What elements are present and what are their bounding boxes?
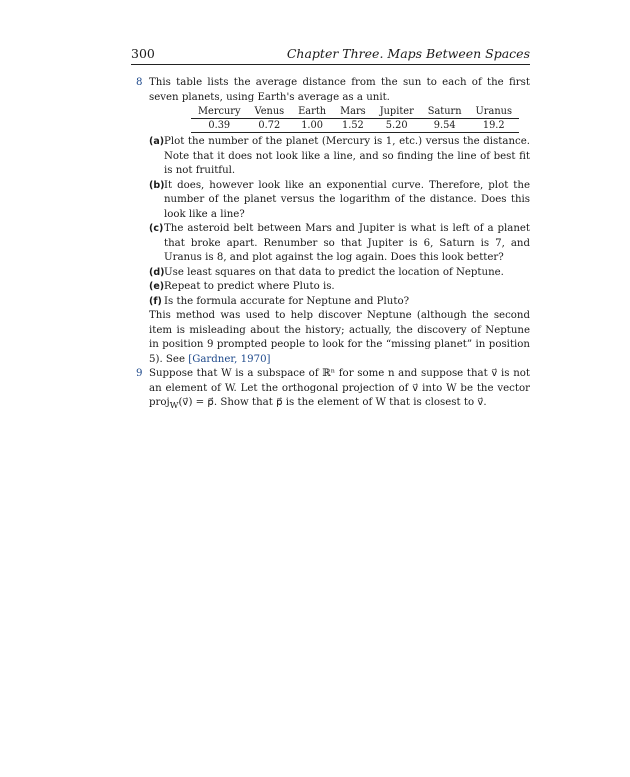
part-label: (a) [149, 136, 165, 147]
chapter-title: Chapter Three. Maps Between Spaces [286, 46, 530, 61]
exercise-intro: This table lists the average distance from the sun to each of the first seven planets, using Earth's average as a unit. [149, 77, 530, 103]
table-cell: 5.20 [373, 119, 421, 133]
table-cell: 0.39 [191, 119, 248, 133]
table-cell: 1.52 [333, 119, 373, 133]
exercise-parts [141, 135, 530, 309]
page-number: 300 [131, 46, 155, 61]
part-label: (b) [149, 179, 165, 191]
part-text: Use least squares on that data to predict the location of Neptune. [164, 266, 504, 278]
page-content [136, 76, 530, 414]
page-header [131, 44, 530, 65]
exercise-9 [136, 367, 530, 414]
table-header-cell: Mercury [198, 106, 241, 117]
table-cell: 0.72 [248, 119, 292, 133]
exercise-text-part: (v⃗) = p⃗. Show that p⃗ is the element of W that is closest to v⃗. [178, 397, 487, 408]
exercise-closing [141, 309, 530, 367]
closing-text: This method was used to help discover Neptune (although the second item is misleading about the history; actually, the discovery of Neptune in position 9 prompted people to look for the “missing planet” in position 5). See [149, 310, 530, 365]
table-header-cell: Saturn [427, 106, 462, 117]
table-header-cell: Mars [340, 106, 366, 117]
table-header-cell: Earth [298, 106, 327, 117]
exercise-part [141, 266, 530, 281]
part-text: The asteroid belt between Mars and Jupiter is what is left of a planet that broke apart. Renumber so that Jupiter is 6, Saturn is 7, and Uranus is 8, and plot against the log again. Does this look better? [164, 223, 530, 263]
exercise-part [141, 222, 530, 266]
exercise-number: 9 [136, 368, 143, 379]
part-text: Repeat to predict where Pluto is. [164, 281, 335, 292]
subscript: W [169, 401, 179, 412]
table-header-cell: Venus [254, 106, 285, 117]
planet-distance-table [191, 106, 519, 133]
table-cell: 19.2 [469, 119, 519, 133]
table-cell: 1.00 [291, 119, 333, 133]
part-text: Is the formula accurate for Neptune and Pluto? [164, 295, 410, 307]
exercise-part [141, 280, 530, 295]
part-label: (e) [149, 281, 165, 292]
exercise-8 [136, 76, 530, 367]
table-row [191, 119, 519, 133]
part-text: Plot the number of the planet (Mercury is 1, etc.) versus the distance. Note that it does not look like a line, and so finding the line of best fit is not fruitful. [164, 136, 530, 176]
exercise-text-part: Suppose that W is a subspace of ℝⁿ for some n and suppose that v⃗ is not an element of W. Let the orthogonal projection of v⃗ into W be the vector proj [149, 368, 530, 408]
table-header-cell: Uranus [475, 106, 512, 117]
part-label: (d) [149, 266, 165, 278]
part-label: (c) [149, 223, 164, 234]
part-label: (f) [149, 295, 162, 307]
exercise-part [141, 295, 530, 310]
table-header-row [191, 106, 519, 119]
exercise-part [141, 135, 530, 179]
citation-link[interactable]: [Gardner, 1970] [188, 353, 271, 365]
exercise-number: 8 [136, 77, 143, 88]
part-text: It does, however look like an exponential curve. Therefore, plot the number of the planet versus the logarithm of the distance. Does this look like a line? [164, 179, 530, 220]
table-header-cell: Jupiter [379, 106, 414, 117]
exercise-part [141, 179, 530, 223]
table-cell: 9.54 [421, 119, 469, 133]
exercise-text [141, 367, 530, 414]
